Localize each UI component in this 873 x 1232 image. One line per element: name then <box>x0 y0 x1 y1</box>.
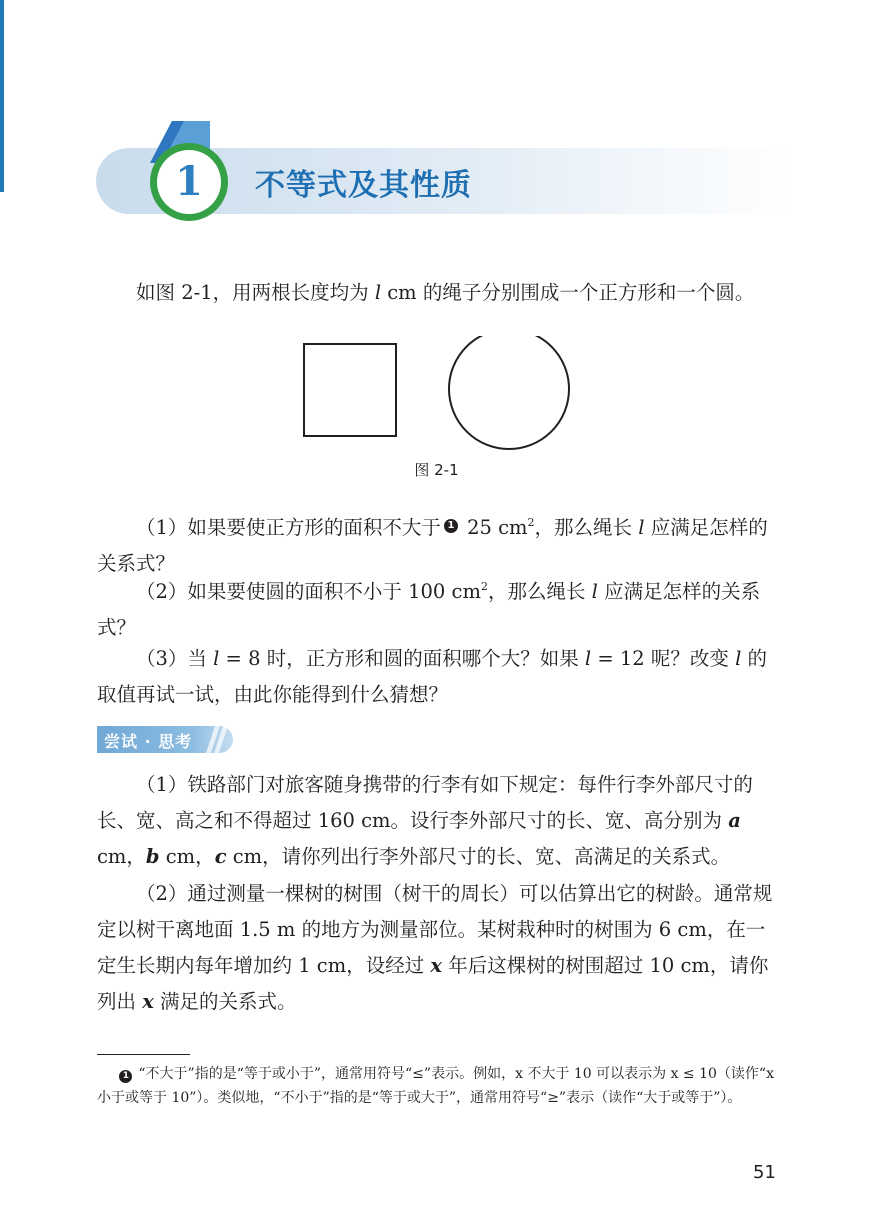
q3-text-b: = 8 时，正方形和圆的面积哪个大？如果 <box>219 647 585 670</box>
figure-2-1 <box>300 336 575 466</box>
ex1-text-d: cm，请你列出行李外部尺寸的长、宽、高满足的关系式。 <box>226 845 731 868</box>
q2-text-c: ，那么绳长 <box>487 580 592 603</box>
q2-superscript: 2 <box>480 580 488 593</box>
q3-var-l-3: l <box>735 647 742 670</box>
ex2-text-a: （2）通过测量一棵树的树围（树干的周长）可以估算出它的树龄。通常规定以树干离地面 1.5 m 的地方为测量部位。某树栽种时的树围为 6 cm，在一定生长期内每年增加约 1 cm，设经过 <box>97 882 773 977</box>
exercise-2 <box>97 876 777 1020</box>
q3-text-d: 的取值再试一试，由此你能得到什么猜想？ <box>97 647 768 706</box>
figure-caption: 图 2-1 <box>414 461 459 479</box>
q1-text-c: ，那么绳长 <box>534 516 639 539</box>
ex1-text-a: （1）铁路部门对旅客随身携带的行李有如下规定：每件行李外部尺寸的长、宽、高之和不得超过 160 cm。设行李外部尺寸的长、宽、高分别为 <box>97 773 753 832</box>
ex2-text-b: 年后这棵树的树围超过 10 cm，请你列出 <box>97 954 769 1013</box>
ex1-var-a: a <box>728 809 741 832</box>
q1-superscript: 2 <box>527 516 535 529</box>
q2-text-d: 应满足怎样的关系式？ <box>97 580 761 639</box>
question-2 <box>97 569 777 646</box>
intro-text-a: 如图 2-1，用两根长度均为 <box>136 281 375 304</box>
q1-text-a: （1）如果要使正方形的面积不大于 <box>136 516 441 539</box>
section-number: 1 <box>175 158 203 205</box>
q2-var-l: l <box>591 580 598 603</box>
ex2-var-x-1: x <box>430 954 443 977</box>
ex1-var-c: c <box>214 845 227 868</box>
q1-var-l: l <box>638 516 645 539</box>
ex2-var-x-2: x <box>142 990 154 1013</box>
q2-text-a: （2）如果要使圆的面积不小于 100 cm <box>136 580 481 603</box>
footnote-text: “不大于”指的是“等于或小于”，通常用符号“≤”表示。例如，x 不大于 10 可以表示为 x ≤ 10（读作“x 小于或等于 10”）。类似地，“不小于”指的是“等于或大于”，通常用符号“≥”表示（读作“大于或等于”）。 <box>97 1066 774 1106</box>
tag-stripes-icon <box>201 726 241 753</box>
footnote <box>97 1062 777 1110</box>
q3-var-l-2: l <box>584 647 592 670</box>
q3-var-l-1: l <box>213 647 220 670</box>
ex1-text-b: cm， <box>97 845 146 868</box>
q3-text-c: = 12 呢？改变 <box>591 647 736 670</box>
section-number-badge <box>150 143 228 221</box>
intro-text-b: cm 的绳子分别围成一个正方形和一个圆。 <box>381 281 755 304</box>
page-number: 51 <box>753 1162 776 1183</box>
intro-paragraph <box>97 275 777 311</box>
footnote-marker-icon[interactable]: 1 <box>444 519 458 533</box>
q3-text-a: （3）当 <box>136 647 214 670</box>
figure-circle <box>449 336 569 449</box>
ex2-text-c: 满足的关系式。 <box>153 990 297 1013</box>
section-title: 不等式及其性质 <box>255 168 472 203</box>
footnote-rule <box>97 1054 190 1055</box>
footnote-number-icon: 1 <box>119 1070 132 1083</box>
intro-var-l: l <box>374 281 382 304</box>
ex1-var-b: b <box>145 845 160 868</box>
page-edge-bar <box>0 0 4 192</box>
figure-square <box>304 344 396 436</box>
exercise-1 <box>97 767 777 875</box>
q1-text-b: 25 cm <box>460 516 528 539</box>
question-3 <box>97 641 777 713</box>
q1-text-d: 应满足怎样的关系式？ <box>97 516 768 575</box>
ex1-text-c: cm， <box>159 845 215 868</box>
try-think-label: 尝试 · 思考 <box>104 732 193 751</box>
try-think-tag <box>97 726 233 753</box>
